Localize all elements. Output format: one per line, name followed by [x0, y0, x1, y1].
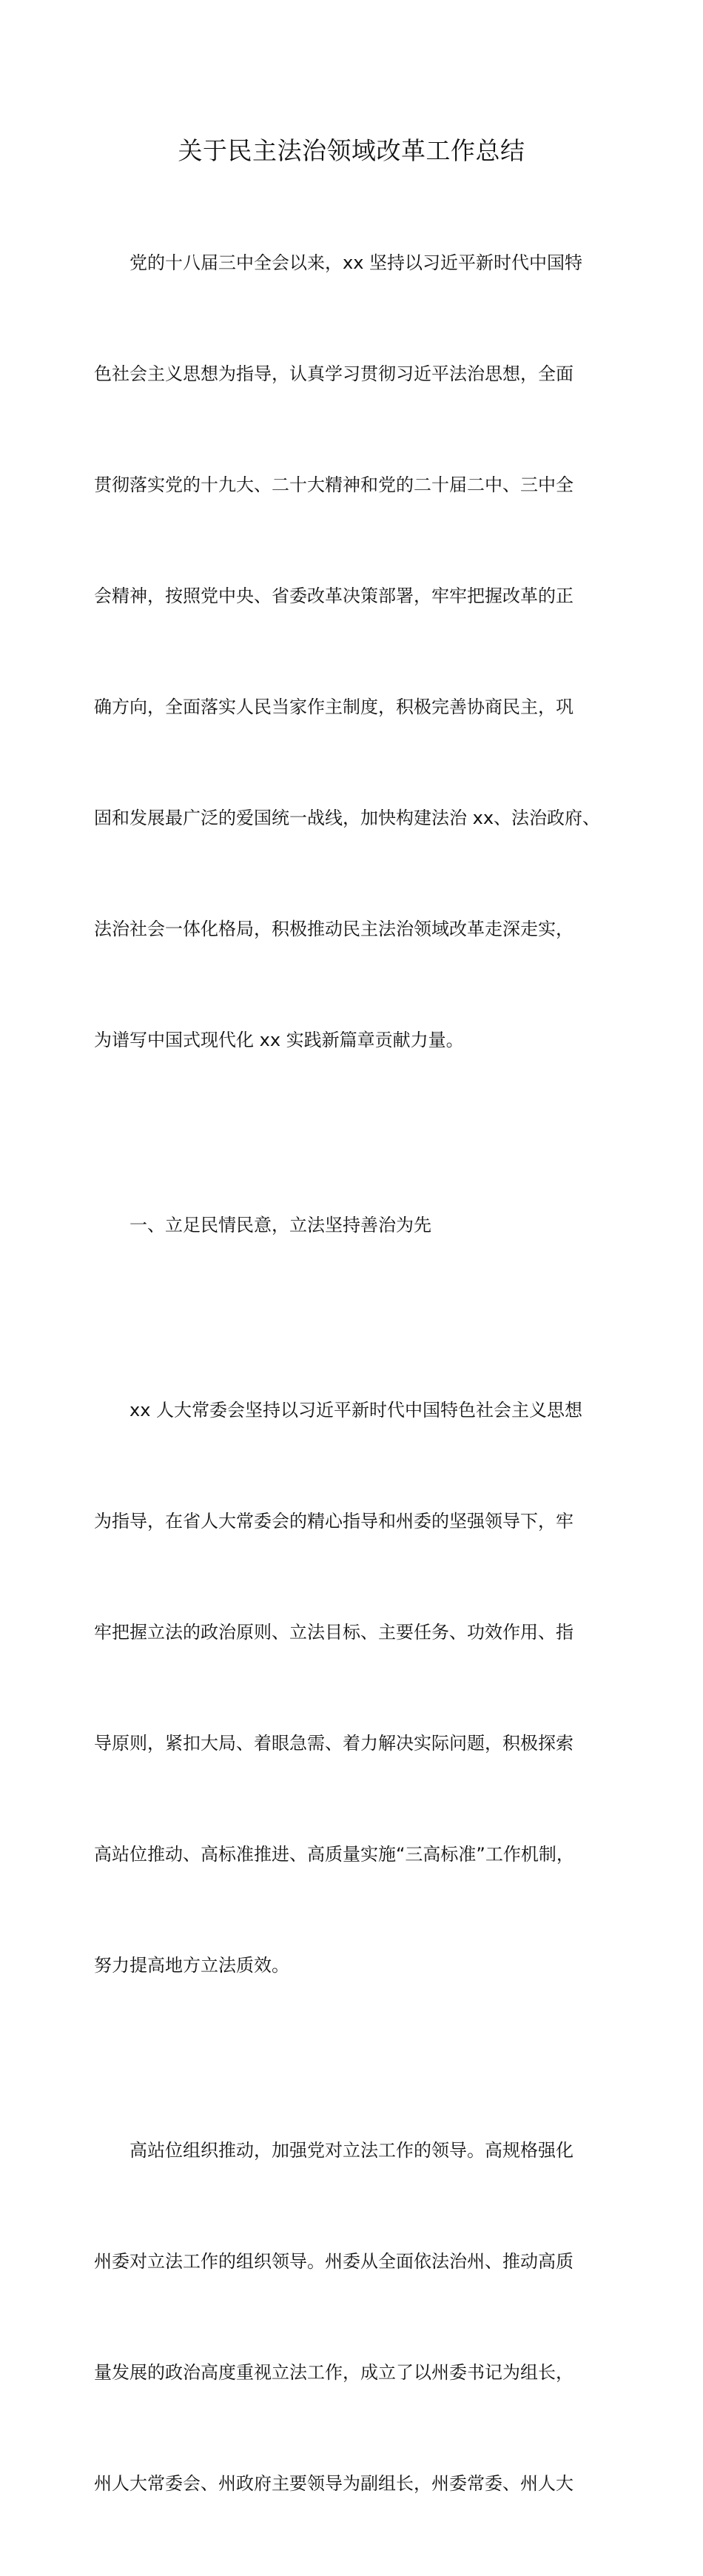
- document-title: 关于民主法治领域改革工作总结: [178, 136, 525, 165]
- text-line: 为谱写中国式现代化 xx 实践新篇章贡献力量。: [94, 1030, 464, 1050]
- text-line: 量发展的政治高度重视立法工作，成立了以州委书记为组长，: [94, 2362, 574, 2383]
- text-line: 州委对立法工作的组织领导。州委从全面依法治州、推动高质: [94, 2251, 574, 2272]
- text-line: 确方向，全面落实人民当家作主制度，积极完善协商民主，巩: [94, 697, 574, 717]
- text-line: 为指导，在省人大常委会的精心指导和州委的坚强领导下，牢: [94, 1511, 574, 1532]
- text-line: 高站位组织推动，加强党对立法工作的领导。高规格强化: [94, 2140, 574, 2161]
- document-body: [94, 170, 618, 2576]
- text-line: 贯彻落实党的十九大、二十大精神和党的二十届二中、三中全: [94, 474, 574, 495]
- text-line: 高站位推动、高标准推进、高质量实施“三高标准”工作机制，: [94, 1844, 574, 1865]
- text-line: 党的十八届三中全会以来，xx 坚持以习近平新时代中国特: [94, 252, 583, 273]
- text-line: xx 人大常委会坚持以习近平新时代中国特色社会主义思想: [94, 1400, 583, 1421]
- intro-paragraph: [94, 170, 618, 1133]
- detail-paragraph: [94, 2058, 618, 2576]
- text-line: 会精神，按照党中央、省委改革决策部署，牢牢把握改革的正: [94, 586, 574, 606]
- text-line: 法治社会一体化格局，积极推动民主法治领域改革走深走实，: [94, 919, 574, 939]
- heading-line: 一、立足民情民意，立法坚持善治为先: [94, 1215, 431, 1235]
- text-line: 导原则，紧扣大局、着眼急需、着力解决实际问题，积极探索: [94, 1733, 574, 1754]
- section-paragraph: [94, 1318, 618, 2058]
- text-line: 州人大常委会、州政府主要领导为副组长，州委常委、州人大: [94, 2473, 574, 2494]
- text-line: 牢把握立法的政治原则、立法目标、主要任务、功效作用、指: [94, 1622, 574, 1643]
- text-line: 色社会主义思想为指导，认真学习贯彻习近平法治思想，全面: [94, 363, 574, 384]
- text-line: 努力提高地方立法质效。: [94, 1955, 289, 1976]
- text-line: 固和发展最广泛的爱国统一战线，加快构建法治 xx、法治政府、: [94, 808, 601, 828]
- section-heading: [94, 1133, 618, 1318]
